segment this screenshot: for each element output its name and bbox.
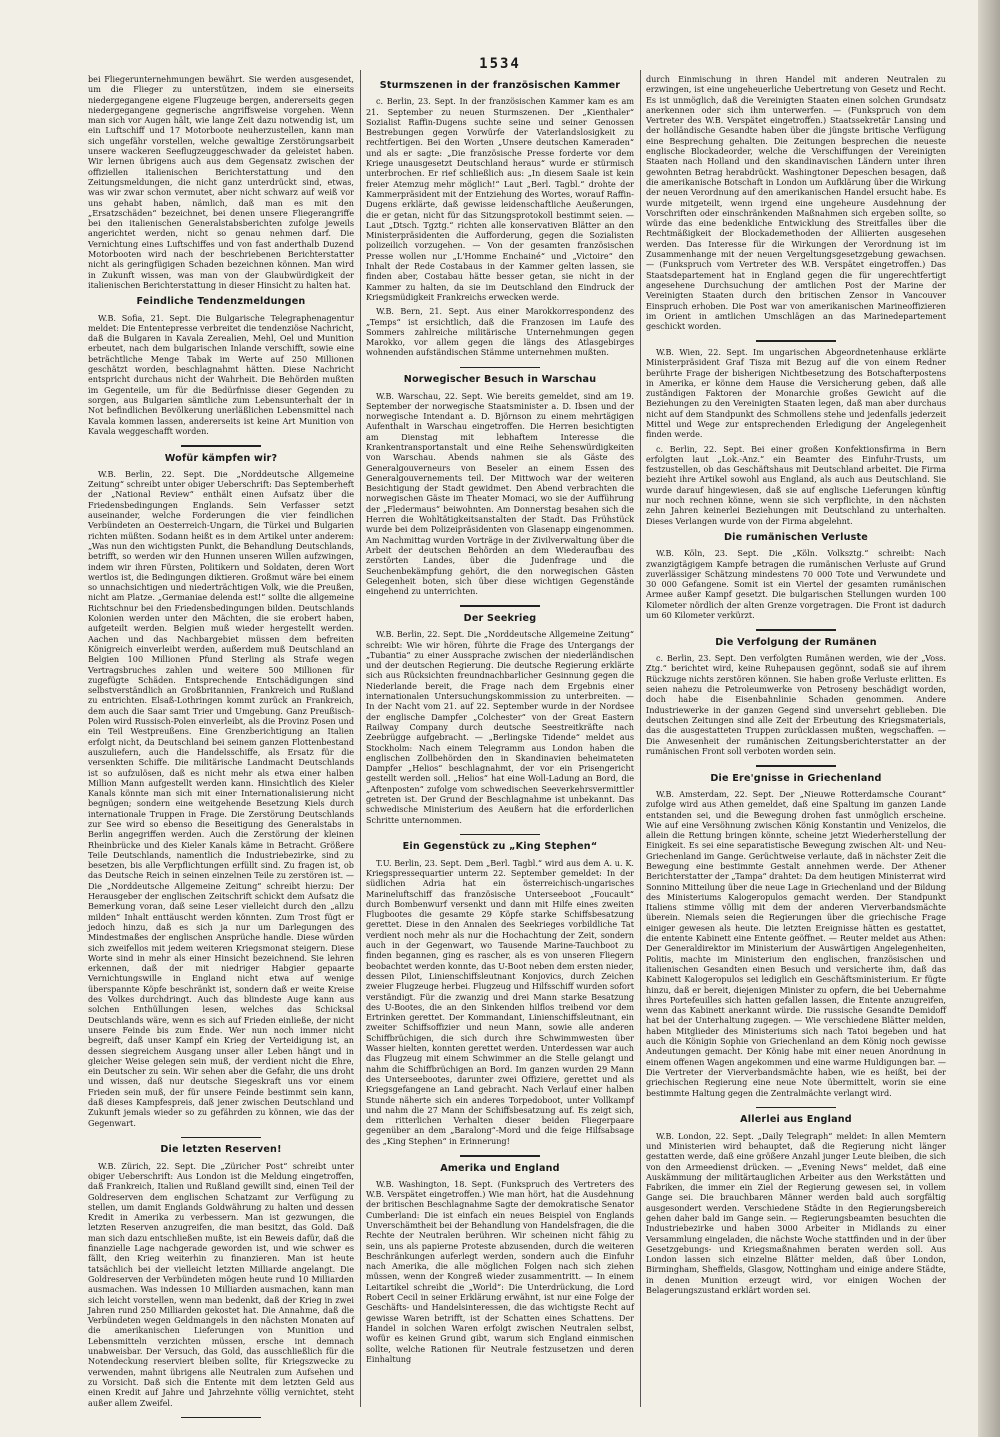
column-rule xyxy=(360,70,361,1407)
article-paragraph: c. Berlin, 23. Sept. In der französischen Kammer kam es am 21. September zu neuen Sturmszenen. Der „Kienthaler“ Sozialist Raffin-Dugens suchte seine und seiner Genossen Bestrebungen gegen Vorwürfe der Vaterlandslosigkeit zu rechtfertigen. Bei den Worten „Unsere deutschen Kameraden“ und als er sagte: „Die französische Presse forderte vor dem Kriege unausgesetzt Deutschland heraus“ wurde er stürmisch unterbrochen. Er rief schließlich aus: „In diesem Saale ist kein freier Atemzug mehr möglich!“ Laut „Berl. Tagbl.“ drohte der Kammerpräsident mit der Entziehung des Wortes, worauf Raffin-Dugens erklärte, daß gewisse leidenschaftliche Aeußerungen, die er getan, nicht für das Sitzungsprotokoll bestimmt seien. — Laut „Dtsch. Tgztg.“ richten alle konservativen Blätter an den Ministerpräsidenten die Aufforderung, gegen die Sozialisten polizeilich vorzugehen. — Von der gesamten französischen Presse wollen nur „L'Homme Enchainé“ und „Victoire“ den Inhalt der Rede Costabaus in der Kammer gelten lassen, sie finden aber, Costabau hätte besser getan, sie nicht in der Kammer zu halten, da sie im Deutschland den Eindruck der Kriegsmüdigkeit Frankreichs erwecken werde. xyxy=(366,96,634,302)
article-paragraph: durch Einmischung in ihren Handel mit anderen Neutralen zu erzwingen, ist eine ungeheuerliche Uebertretung von Gesetz und Recht. Es ist unmöglich, daß die Vereinigten Staaten einen solchen Grundsatz anerkennen oder sich ihm unterwerfen. — (Funkspruch von dem Vertreter des W.B. Verspätet eingetroffen.) Staatssekretär Lansing und der holländische Gesandte haben über die jüngste britische Verfügung eine Besprechung gehalten. Die Zeitungen besprechen die neueste englische Blockadeorder, welche die Verschiffungen der Vereinigten Staaten nach Holland und den skandinavischen Ländern unter ihren gewohnten Betrag herabdrückt. Washingtoner Depeschen besagen, daß die amerikanische Botschaft in London um Aufklärung über die Wirkung der neuen Verordnung auf den amerikanischen Handel ersucht habe. Es wurde mitgeteilt, wenn irgend eine ungeheure Ausdehnung der Vorschriften oder einschränkenden Maßnahmen sich ergeben sollte, so würde das eine bedenkliche Entwicklung des Streitfalles über die Rechtmäßigkeit der Blockademethoden der Alliierten ausgesehen werden. Das Interesse für die Wirkungen der Verordnung ist im Zusammenhange mit der neuen Vergeltungsgesetzgebung gewachsen. — (Funkspruch vom Vertreter des W.B. Verspätet eingetroffen.) Das Staatsdepartement hat in England gegen die für ungerechtfertigt angesehene Durchsuchung der amtlichen Post der Marine der Vereinigten Staaten durch den britischen Zensor in Vancouver Einspruch erhoben. Die Post war von amerikanischen Marineoffizieren im Orient in amtlichen Umschlägen an das Marinedepartement geschickt worden. xyxy=(646,74,946,332)
article-separator xyxy=(460,834,540,836)
page-number: 1534 xyxy=(479,56,521,72)
article-separator xyxy=(181,1417,261,1419)
article-separator xyxy=(756,765,836,767)
article-headline: Feindliche Tendenzmeldungen xyxy=(136,296,306,308)
article-headline: Norwegischer Besuch in Warschau xyxy=(403,374,597,386)
article-paragraph: T.U. Berlin, 23. Sept. Dem „Berl. Tagbl.“ wird aus dem A. u. K. Kriegspressequartier unterm 22. September gemeldet: In der südlichen Adria hat ein österreichisch-ungarisches Marineluftschiff das französische Unterseeboot „Foucault“ durch Bombenwurf versenkt und dann mit Hilfe eines zweiten Flugbootes die gesamte 29 Köpfe starke Schiffsbesatzung gerettet. Diese in den Annalen des Seekrieges vorbildliche Tat verdient noch mehr als nur die Hochachtung der Zeit, sondern auch in der Gegenwart, wo Tausende Marine-Tauchboot zu finden begannen, ging es rascher, als es von unseren Fliegern beobachtet werden konnte, das U-Boot neben dem ersten nieder, dessen Pilot, Linienschiffsleutnant Konjovics, durch Zeichen zweier Flugzeuge herbei. Flugzeug und Hilfsschiff wurden sofort verständigt. Für die zwanzig und drei Mann starke Besatzung des U-Bootes, die an den Sinkenden hilflos treibend vor dem Ertrinken gerettet. Der Kommandant, Linienschiffsleutnant, ein zweiter Schiffsoffizier und neun Mann, sowie alle anderen Schiffbrüchigen, die sich durch ihre Schwimmwesten über Wasser hielten, konnten gerettet werden. Unterdessen war auch das Flugzeug mit einem Schwimmer an die Stelle gelangt und nahm die Schiffbrüchigen an Bord. Im ganzen wurden 29 Mann des Unterseebootes, darunter zwei Offiziere, gerettet und als Kriegsgefangene an Land gebracht. Nach Verlauf einer halben Stunde näherte sich ein anderes Torpedoboot, unter Vollkampf und nahm die 27 Mann der Schiffsbesatzung auf. Es zeigt sich, dem ritterlichen Verhalten dieser beiden Fliegerpaare gegenüber an dem „Baralong“-Mord und die feige Hilfsabsage des „King Stephen“ in Erinnerung! xyxy=(366,857,634,1146)
article-paragraph: W.B. Berlin, 22. Sept. Die „Norddeutsche Allgemeine Zeitung“ schreibt unter obiger Ueberschrift: Das Septemberheft der „National Review“ enthält einen Aufsatz über die Friedensbedingungen Englands. Sein Verfasser setzt auseinander, welche Forderungen die vier feindlichen Verbündeten an Oesterreich-Ungarn, die Türkei und Bulgarien richten müßten. Sodann heißt es in dem Artikel unter anderem: „Was nun den wichtigsten Punkt, die Behandlung Deutschlands, betrifft, so werden wir den Hunnen unseren Willen aufzwingen, indem wir ihren Fürsten, Politikern und Soldaten, deren Wort wertlos ist, die Bedingungen diktieren. Großmut wäre bei einem so unnachsichtigen und niederträchtigen Volk, wie die Preußen, nicht am Platze. „Germaniae delenda est!“ sollte die allgemeine Richtschnur bei den Friedensbedingungen bilden. Deutschlands Kolonien werden unter den Mächten, die sie erobert haben, aufgeteilt werden. Belgien muß wieder hergestellt werden. Aachen und das Nachbargebiet müssen dem befreiten Königreich einverleibt werden, außerdem muß Deutschland an Belgien 100 Millionen Pfund Sterling als Strafe wegen Vertragsbruches zahlen und weitere 500 Millionen für zugefügte Schäden. Entsprechende Entschädigungen sind selbstverständlich an Großbritannien, Frankreich und Rußland zu entrichten. Elsaß-Lothringen kommt zurück an Frankreich, dem auch die Saar samt Trier und Umgebung. Ganz Preußisch-Polen wird Russisch-Polen einverleibt, als die Provinz Posen und ein Teil Westpreußens. Eine Grenzberichtigung an Italien erfolgt nicht, da Deutschland bei seinem ganzen Flottenbestand auszuliefern, auch die Handelsschiffe, als Ersatz für die versenkten Schiffe. Die militärische Landmacht Deutschlands ist so aufzulösen, daß es nicht mehr als etwa einer halben Million Mann aufgestellt werden kann. Hinsichtlich des Kieler Kanals könnte man sich mit einer Internationalisierung nicht begnügen; sondern eine weitgehende Besetzung Kiels durch internationale Truppen in Frage. Die Zerstörung Deutschlands zur See wird so ebenso die Beseitigung des Generalstabs in Berlin angegriffen werden. Auch die Zerstörung der kleinen Rheinbrücke und des Kieler Kanals käme in Betracht. Größere Teile Deutschlands, namentlich die Industriebezirke, sind zu besetzen, bis alle Verpflichtungen erfüllt sind. Zu fragen ist, ob das Deutsche Reich in seinen einzelnen Teile zu zerstören ist. — Die „Norddeutsche Allgemeine Zeitung“ schreibt hierzu: Der Herausgeber der englischen Zeitschrift schickt dem Aufsatz die Bemerkung voran, daß seine Leser vielleicht durch den „allzu milden“ Inhalt enttäuscht werden könnten. Zum Trost fügt er jedoch hinzu, daß es sich ja nur um Darlegungen des Mindestmaßes der englischen Ansprüche handle. Diese würden sich zweifellos mit jedem weiteren Kriegsmonat steigern. Diese Worte sind in mehr als einer Hinsicht bezeichnend. Sie lehren erkennen, daß der mit niedriger Habgier gepaarte Vernichtungswille in England nicht etwa auf wenige überspannte Köpfe beschränkt ist, sondern daß er weite Kreise des Volkes durchdringt. Auch das blindeste Auge kann aus solchen Enthüllungen lesen, welches das Schicksal Deutschlands wäre, wenn es sich auf Frieden einließe, der nicht unsere Feinde bis zum Ende. Wer nun noch immer nicht begreift, daß unser Kampf ein Krieg der Verteidigung ist, an dessen siegreichem Ausgang unser aller Leben hängt und in gleicher Weise gelegen sein muß, der verdient nicht die Ehre, ein Deutscher zu sein. Wir sehen aber die Gefahr, die uns droht und wissen, daß nur deutsche Siegeskraft uns vor einem Frieden sein muß, der für unsere Feinde bestimmt sein kann, daß dieses Kampfespreis, daß jener zwischen Deutschland und Zukunft jemals wieder so zu gefährden zu können, wie das der Gegenwart. xyxy=(88,468,354,1128)
article-paragraph: W.B. Bern, 21. Sept. Aus einer Marokkorrespondenz des „Temps“ ist ersichtlich, daß die Franzosen im Laufe des Sommers zahlreiche militärische Unternehmungen gegen Marokko, vor allem gegen die längs des Atlasgebirges wohnenden aufständischen Stämme unternehmen mußten. xyxy=(366,306,634,358)
article-headline: Wofür kämpfen wir? xyxy=(164,452,278,464)
article-separator xyxy=(460,367,540,369)
article-separator xyxy=(460,605,540,607)
article-headline: Die rumänischen Verluste xyxy=(723,531,868,543)
column-3 xyxy=(646,74,946,1397)
article-paragraph: W.B. Sofia, 21. Sept. Die Bulgarische Telegraphenagentur meldet: Die Ententepresse verbreitet die tendenziöse Nachricht, daß die Bulgaren in Kavala Zerealien, Mehl, Oel und Munition erbeutet, nach dem bulgarischen Inlande verschifft, sowie eine beträchtliche Menge Tabak im Werte auf 250 Millionen geschätzt worden, beschlagnahmt hätten. Diese Nachricht entspricht durchaus nicht der Wahrheit. Die Behörden mußten im Gegenteile, um für die Bedürfnisse dieser Gegenden zu sorgen, aus Bulgarien sämtliche zum Lebensunterhalt der in Not befindlichen Bevölkerung unerläßlichen Lebensmittel nach Kavala kommen lassen, andererseits ist keine Art Munition von Kavala weggeschafft worden. xyxy=(88,312,354,436)
article-paragraph: W.B. Warschau, 22. Sept. Wie bereits gemeldet, sind am 19. September der norwegische Staatsminister a. D. Ibsen und der norwegische Intendant a. D. Björnson zu einem mehrtägigen Aufenthalt in Warschau eingetroffen. Die Herren besichtigten am Dienstag mit lebhaftem Interesse die Krankentransportanstalt und eine Reihe Sehenswürdigkeiten von Warschau. Abends nahmen sie als Gäste des Generalgouverneurs von Beseler an einem Essen des Generalgouvernements teil. Der Mittwoch war der weiteren Besichtigung der Stadt gewidmet. Den Abend verbrachten die norwegischen Gäste im Theater Momaci, wo sie der Aufführung der „Fledermaus“ beiwohnten. Am Donnerstag besahen sich die Herren die Wohltätigkeitsanstalten der Stadt. Das Frühstück wurde bei dem Polizeipräsidenten von Glasenapp eingenommen. Am Nachmittag wurden Vorträge in der Zivilverwaltung über die Arbeit der deutschen Behörden an dem Wiederaufbau des zerstörten Landes, über die Judenfrage und die Seuchenbekämpfung gehört, die den norwegischen Gästen Gelegenheit boten, sich über diese wichtigen Gegenstände eingehend zu unterrichten. xyxy=(366,390,634,597)
article-separator xyxy=(181,1137,261,1139)
article-separator xyxy=(756,1107,836,1109)
article-separator xyxy=(756,340,836,342)
article-paragraph: W.B. Köln, 23. Sept. Die „Köln. Volksztg.“ schreibt: Nach zwanzigtägigem Kampfe betragen die rumänischen Verluste auf Grund zuverlässiger Schätzung mindestens 70 000 Tote und Verwundete und 30 000 Gefangene. Somit ist ein Viertel der gesamten rumänischen Armee außer Kampf gesetzt. Die bulgarischen Stellungen wurden 100 Kilometer nördlich der alten Grenze vorgetragen. Die Front ist dadurch um 60 Kilometer verkürzt. xyxy=(646,548,946,621)
article-paragraph: W.B. Wien, 22. Sept. Im ungarischen Abgeordnetenhause erklärte Ministerpräsident Graf Tisza mit Bezug auf die von einem Redner berührte Frage der bisherigen Nichtbesetzung des Botschafterpostens in Amerika, er könne dem Hause die Versicherung geben, daß alle zuständigen Faktoren der Monarchie großes Gewicht auf die Beziehungen zu den Vereinigten Staaten legen, daß man aber durchaus nicht auf dem Standpunkt des Schmollens stehe und jedenfalls jederzeit Mittel und Wege zur entsprechenden Erledigung der Angelegenheit finden werde. xyxy=(646,346,946,440)
article-separator xyxy=(460,1155,540,1157)
article-separator xyxy=(756,629,836,631)
article-separator xyxy=(181,445,261,447)
article-paragraph: W.B. Berlin, 22. Sept. Die „Norddeutsche Allgemeine Zeitung“ schreibt: Wie wir hören, führte die Frage des Untergangs der „Tubantia“ zu einer Aussprache zwischen der niederländischen und der deutschen Regierung. Die deutsche Regierung erklärte sich aus Rücksichten freundnachbarlicher Gesinnung gegen die Niederlande bereit, die Frage nach dem Ergebnis einer internationalen Untersuchungskommission zu unterbreiten. — In der Nacht vom 21. auf 22. September wurde in der Nordsee der englische Dampfer „Colchester“ von der Great Eastern Railway Company durch deutsche Seestreitkräfte nach Zeebrügge aufgebracht. — „Berlingske Tidende“ meldet aus Stockholm: Nach einem Telegramm aus London haben die englischen Zollbehörden den in Skandinavien beheimateten Dampfer „Helios“ beschlagnahmt, der vor ein Prisengericht gestellt werden soll. „Helios“ hat eine Woll-Ladung an Bord, die „Aftenposten“ zufolge vom schwedischen Seeverkehrsvermittler getreten ist. Der Grund der Beschlagnahme ist unbekannt. Das schwedische Ministerium des Aeußern hat die erforderlichen Schritte unternommen. xyxy=(366,629,634,825)
article-headline: Die Verfolgung der Rumänen xyxy=(715,636,877,648)
article-headline: Allerlei aus England xyxy=(740,1114,852,1126)
article-paragraph: W.B. Washington, 18. Sept. (Funkspruch des Vertreters des W.B. Verspätet eingetroffen.) Wie man hört, hat die Ausdehnung der britischen Beschlagnahme Sagte der demokratische Senator Cumberland: Die ist einfach ein neues Beispiel von Englands Unverschämtheit bei der Behandlung von Handelsfragen, die die Rechte der Neutralen berühren. Wir scheinen nicht fähig zu sein, uns als papierne Proteste abzusenden, durch die weiteren Beschränkungen auferlegt werden, sondern auch die Einfuhr nach Amerika, die alle möglichen Folgen nach sich ziehen müssen, wenn der Kongreß wieder zusammentritt. — In einem Leitartikel schreibt die „World“: Die Unterdrückung, die Lord Robert Cecil in seiner Erklärung erwähnt, ist nur eine Folge der Geschäfts- und Handelsinteressen, die das wichtigste Recht auf gewisse Waren betrifft, ist der Schatten eines Schattens. Der Handel in solchen Waren erfolgt zwischen Neutralen selbst, wofür es keinen Grund gibt, warum sich England einmischen sollte, welche Rationen für Neutrale festzusetzen und deren Einhaltung xyxy=(366,1178,634,1364)
article-headline: Sturmszenen in der französischen Kammer xyxy=(379,80,621,91)
article-paragraph: c. Berlin, 23. Sept. Den verfolgten Rumänen werden, wie der „Voss. Ztg.“ berichtet wird, keine Ruhepausen gegönnt, sodaß sie auf ihrem Rückzuge nichts zerstören können. Sie haben große Verluste erlitten. Es seien nahezu die Petroleumwerke von Petroseny beschädigt worden, doch habe die Eisenbahnlinie Schaden genommen. Andere Industriewerke in der ganzen Gegend sind unversehrt geblieben. Die deutschen Zeitungen sind alle Zeit der Erbeutung des Kriegsmaterials, das die ausgestatteten Truppen zurücklassen mußten, wegschaffen. — Die Anwesenheit der rumänischen Zeitungsberichterstatter an der rumänischen Front soll verboten worden sein. xyxy=(646,653,946,756)
article-headline: Der Seekrieg xyxy=(463,612,537,624)
article-paragraph: W.B. London, 22. Sept. „Daily Telegraph“ meldet: In allen Memtern und Ministerien wird behauptet, daß die Regierung nicht länger gestatten werde, daß eine größere Anzahl junger Leute bleiben, die sich von den Armeedienst drücken. — „Evening News“ meldet, daß eine Auskämmung der militärtauglichen Arbeiter aus den Werkstätten und Fabriken, die immer ein Ziel der Regierung gewesen sei, in vollem Gange sei. Die brauchbaren Männer werden bald auch sorgfältig ausgesondert werden. Verschiedene Städte in den Regierungsbereich gehen daher bald im Gange sein. — Regierungsbeamten besuchten die Industriebezirke und haben 3000 Arbeiter in Midlands zu einer Versammlung eingeladen, die nächste Woche stattfinden und in der über Gesetzgebungs- und Kriegsmaßnahmen beraten werden soll. Aus London lassen sich einzelne Blätter melden, daß über London, Birmingham, Sheffields, Glasgow, Nottingham und einige andere Städte, in denen Munition erzeugt wird, vor einigen Wochen der Belagerungszustand erklärt worden sei. xyxy=(646,1130,946,1296)
article-headline: Die letzten Reserven! xyxy=(160,1144,282,1156)
article-paragraph: W.B. Zürich, 22. Sept. Die „Züricher Post“ schreibt unter obiger Ueberschrift: Aus London ist die Meldung eingetroffen, daß Frankreich, Italien und Rußland gewillt sind, einen Teil der Goldreserven dem englischen Schatzamt zur Verfügung zu stellen, um damit Englands Goldwährung zu halten und dessen Kredit in Amerika zu verbessern. Man ist gezwungen, die letzten Reserven anzugreifen, die man besitzt, das Gold. Daß man sich dazu entschließen mußte, ist ein Beweis dafür, daß die finanzielle Lage nachgerade geworden ist, und wie schwer es fällt, den Krieg weiterhin zu finanzieren. Man ist heute tatsächlich bei der vielleicht letzten Milliarde angelangt. Die Goldreserven der Verbündeten mögen heute rund 10 Milliarden ausmachen. Was indessen 10 Milliarden ausmachen, kann man sich leicht vorstellen, wenn man bedenkt, daß der Krieg in zwei Jahren rund 250 Milliarden gekostet hat. Die Annahme, daß die Verbündeten wegen Geldmangels in den nächsten Monaten auf die amerikanischen Lieferungen von Munition und Lebensmitteln verzichten müssen, ersche int demnach unabweisbar. Der Versuch, das Gold, das ausschließlich für die Notendeckung reserviert bleiben sollte, für Kriegszwecke zu verwenden, mahnt übrigens alle Neutralen zum Aufsehen und zu Vorsicht. Daß sich die Entente mit dem letzten Geld aus einen Kredit auf Jahre und Jahrzehnte völlig vernichtet, steht außer allem Zweifel. xyxy=(88,1160,354,1408)
article-headline: Ein Gegenstück zu „King Stephen“ xyxy=(402,841,598,853)
column-2 xyxy=(366,74,634,1397)
article-paragraph: c. Berlin, 22. Sept. Bei einer großen Konfektionsfirma in Bern erfolgten laut „Lok.-Anz.“ ein Beamter des Einfuhr-Trusts, um festzustellen, ob das Geschäftshaus mit Deutschland arbeitet. Die Firma bezieht ihre Artikel sowohl aus England, als auch aus Deutschland. Sie wurde darauf hingewiesen, daß sie auf englische Lieferungen künftig nur noch rechnen könne, wenn sie sich verpflichte, in den nächsten zehn Jahren keinerlei Beziehungen mit Deutschland zu unterhalten. Dieses Verlangen wurde von der Firma abgelehnt. xyxy=(646,443,946,526)
article-headline: Die Ere'gnisse in Griechenland xyxy=(710,772,882,784)
scan-edge-shadow xyxy=(978,0,1000,1437)
column-rule xyxy=(640,70,641,1407)
column-1 xyxy=(88,74,354,1408)
article-paragraph: W.B. Amsterdam, 22. Sept. Der „Nieuwe Rotterdamsche Courant“ zufolge wird aus Athen gemeldet, daß eine Spaltung im ganzen Lande entstanden sei, und die Bewegung drohen fast unmöglich erscheine. Wie auf eine Versöhnung zwischen König Konstantin und Venizelos, die allein die Rettung bringen könnte, scheine jetzt Wiederherstellung der Einigkeit. Es sei eine separatistische Bewegung zwischen Alt- und Neu-Griechenland im Gange. Gerüchtweise verlaute, daß in nächster Zeit die Bewegung eine bestimmte Gestalt annehmen werde. Der Athener Berichterstatter der „Tampa“ drahtet: Da dem heutigen Ministerrat wird Sonnino Mitteilung über die neue Lage in Griechenland und der Bildung des Ministeriums Kalogeropulos gemacht werden. Der Standpunkt Italiens stimme völlig mit dem der anderen Vierverbandsmächte überein. Niemals seien die Regierungen über die griechische Frage einiger gewesen als heute. Die letzten Ereignisse hätten es gestattet, die entente Kabinett eine Entente geöffnet. — Reuter meldet aus Athen: Der Generaldirektor im Ministerium der Auswärtigen Angelegenheiten, Politis, machte im Ministerium den englischen, französischen und italienischen Gesandten einen Besuch und versicherte ihm, daß das Kabinett Kalogeropulos sei lediglich ein Geschäftsministerium. Er fügte hinzu, daß er bereit, diejenigen Minister zu opfern, die bei Uebernahme ihres Portefeuilles sich hatten gefallen lassen, die Entente anzugreifen, wenn das Kabinett anerkannt würde. Die russische Gesandte Demidoff hat bei der Unterhaltung zugegen. — Wie verschiedene Blätter melden, haben Mitglieder des Ministeriums sich nach Tatoi begeben und hat auch die Königin Sophie von Griechenland an dem König noch gewisse Andeutungen gemacht. Der König habe mit einer neuen Anordnung in einem offenen Wagen angekommen und eine warme Huldigungen bar. — Die Vertreter der Vierverbandsmächte haben, wie es heißt, bei der griechischen Regierung eine neue Note übermittelt, worin sie eine bestimmte Haltung gegen die Zentralmächte verlangt wird. xyxy=(646,788,946,1098)
article-paragraph: bei Fliegerunternehmungen bewährt. Sie werden ausgesendet, um die Flieger zu unterstützen, indem sie einerseits niedergegangene eigene Flugzeuge bergen, andererseits gegen niedergegangene gegnerische angriffsweise vorgehen. Wenn man sich vor Augen hält, wie lange Zeit dazu notwendig ist, um ein Luftschiff und 17 Motorboote neuherzustellen, kann man sich ungefähr vorstellen, welche gewaltige Zerstörungsarbeit unsere wackeren Seeflugzeuggeschwader da geleistet haben. Wir lernen übrigens auch aus dem Gegensatz zwischen der offiziellen italienischen Berichterstattung und den Zeitungsmeldungen, die nicht ganz unterdrückt sind, etwas, was wir zwar schon vermutet, aber nicht schwarz auf weiß vor uns gehabt haben, nämlich, daß man es mit den „Ersatzschäden“ bezeichnet, bei denen unsere Fliegerangriffe bei den italienischen Generalstabsberichten zufolge jeweils angerichtet werden, nicht so genau nehmen darf. Die Vernichtung eines Luftschiffes und von fast anderthalb Duzend Motorbooten wird nach der beschriebenen Berichterstatter nicht als geringfügigen Schaden bezeichnen können. Man wird in Zukunft wissen, was man von der Glaubwürdigkeit der italienischen Berichterstattung in dieser Hinsicht zu halten hat. xyxy=(88,74,354,290)
article-headline: Amerika und England xyxy=(440,1162,560,1174)
